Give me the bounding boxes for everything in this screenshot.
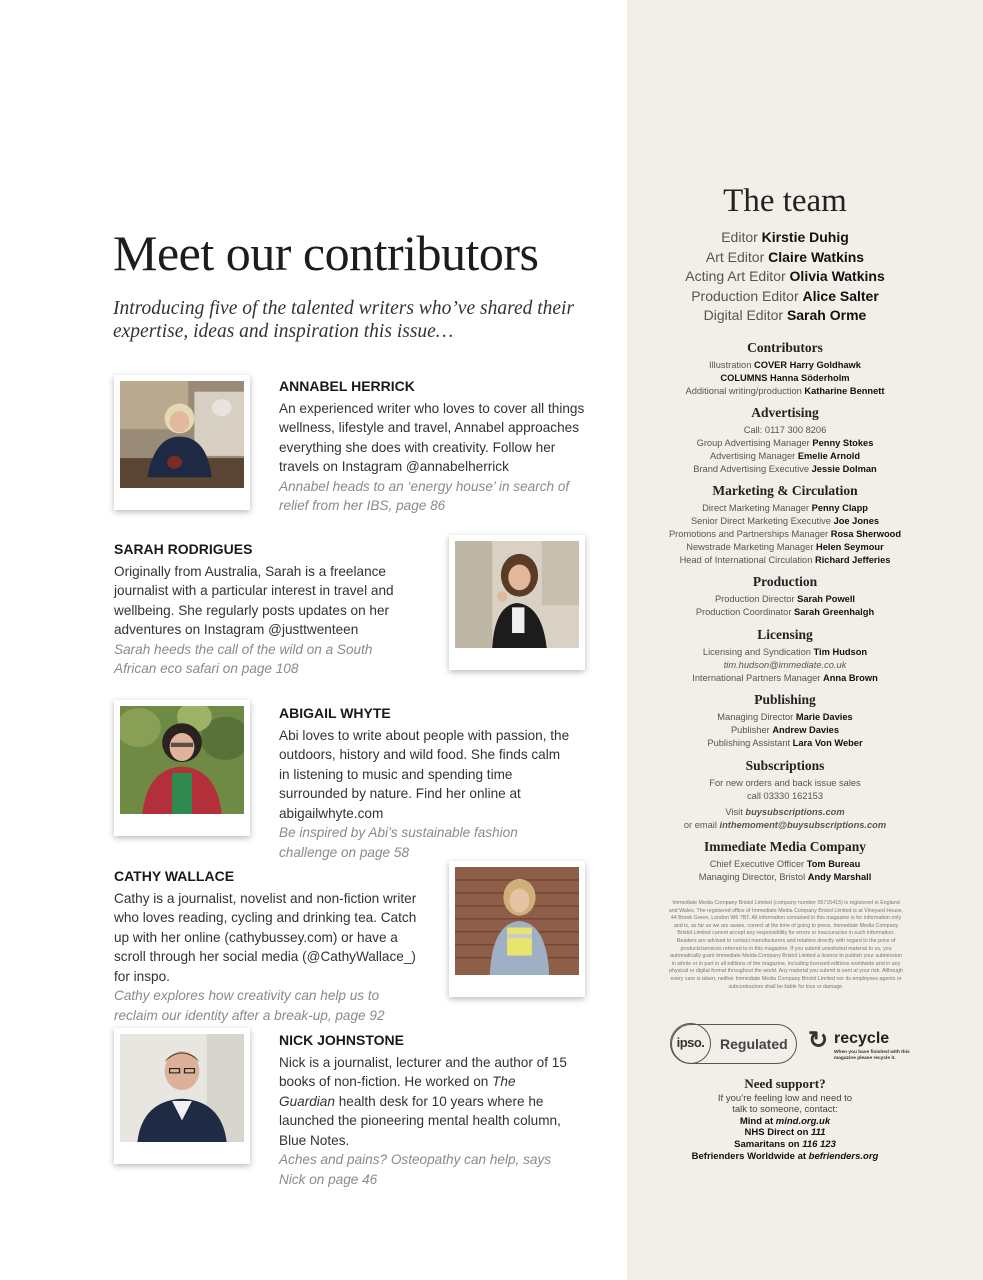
contributor-credit: Cathy explores how creativity can help us to reclaim our identity after a break-up, page 92 xyxy=(114,988,385,1023)
section-contributors: Contributors Illustration COVER Harry Goldhawk COLUMNS Hanna Söderholm Additional writing/production Katharine Bennett xyxy=(640,340,930,398)
section-heading: Subscriptions xyxy=(745,758,825,773)
section-heading: Production xyxy=(752,574,818,589)
contributor-credit: Annabel heads to an ‘energy house’ in search of relief from her IBS, page 86 xyxy=(279,478,570,513)
section-advertising: Advertising Call: 0117 300 8206 Group Advertising Manager Penny Stokes Advertising Manager Emelie Arnold Brand Advertising Executive Jessie Dolman xyxy=(640,405,930,476)
contributor-name: ANNABEL HERRICK xyxy=(279,378,415,394)
section-heading: Publishing xyxy=(754,692,816,707)
ipso-mark: ipso. xyxy=(670,1023,711,1064)
staff-line: Art Editor Claire Watkins xyxy=(705,248,865,265)
recycle-logo: ↻ recycle When you have finished with this magazine please recycle it. xyxy=(808,1027,910,1061)
legal-notice: Immediate Media Company Bristol Limited (company number 05715415) is registered in England and Wales. The registered office of Immediate Media Company Bristol Limited is at Vineyard House, 44 Brook Green, London W6 7BT. All information contained in this magazine is for information only and is, as far as we are aware, correct at the time of going to press. Immediate Media Company Bristol Limited cannot accept any responsibility for errors or inaccuracies in such information. Readers are advised to contact manufacturers and retailers directly with regard to the price of products/services referred to in this magazine. If you submit unsolicited material to us, you automatically grant Immediate Media Company Bristol Limited a licence to publish your submission in whole or in part in all editions of the magazine, including licensed editions worldwide and in any physical or digital format throughout the world. Any material you submit is sent at your risk. Although every care is taken, neither Immediate Media Company Bristol Limited nor its employees agents or subcontractors shall be liable for loss or damage. xyxy=(668,900,904,990)
recycle-icon: ↻ xyxy=(808,1027,829,1054)
ipso-regulated-logo xyxy=(671,1024,797,1064)
section-production: Production Production Director Sarah Powell Production Coordinator Sarah Greenhalgh xyxy=(640,574,930,619)
contributor-name: ABIGAIL WHYTE xyxy=(279,705,391,721)
contributor-credit: Sarah heeds the call of the wild on a South African eco safari on page 108 xyxy=(114,641,373,676)
contributor-name: CATHY WALLACE xyxy=(114,868,235,884)
support-heading: Need support? xyxy=(744,1076,826,1091)
page-title: Meet our contributors xyxy=(113,225,539,281)
contributor-bio: Cathy is a journalist, novelist and non-fiction writer who loves reading, cycling and drinking tea. Catch up with her online (cathybussey.com) or have a scroll through her social media (@CathyWallace_) for inspo. xyxy=(114,890,417,984)
section-heading: Contributors xyxy=(747,340,823,355)
section-marketing: Marketing & Circulation Direct Marketing Manager Penny Clapp Senior Direct Marketing Executive Joe Jones Promotions and Partnerships Manager Rosa Sherwood Newstrade Marketing Manager Helen Seymour Head of International Circulation Richard Jefferies xyxy=(640,483,930,567)
contributor-name: SARAH RODRIGUES xyxy=(114,541,253,557)
photo-sarah-rodrigues xyxy=(449,535,585,670)
photo-nick-johnstone xyxy=(114,1028,250,1164)
section-heading: Marketing & Circulation xyxy=(712,483,858,498)
contributor-sarah-rodrigues xyxy=(114,540,414,679)
staff-line: Editor Kirstie Duhig xyxy=(721,229,849,245)
contributor-bio: Nick is a journalist, lecturer and the author of 15 books of non-fiction. He worked on The Guardian health desk for 10 years where he launched the pioneering mental health column, Blue Notes. xyxy=(279,1054,567,1148)
section-publishing: Publishing Managing Director Marie Davies Publisher Andrew Davies Publishing Assistant Lara Von Weber xyxy=(640,692,930,750)
contributor-bio: Abi loves to write about people with passion, the outdoors, history and wild food. She finds calm in listening to music and spending time surrounded by nature. Find her online at abigailwhyte.com xyxy=(279,727,570,821)
contributor-cathy-wallace xyxy=(114,867,426,1025)
contributor-nick-johnstone xyxy=(279,1031,575,1189)
section-heading: Licensing xyxy=(757,627,813,642)
contributor-credit: Aches and pains? Osteopathy can help, says Nick on page 46 xyxy=(279,1152,552,1187)
contributor-bio: An experienced writer who loves to cover all things wellness, lifestyle and travel, Annabel approaches everything she does with creativity. Follow her travels on Instagram @annabelherrick xyxy=(279,400,585,474)
photo-abigail-whyte xyxy=(114,700,250,836)
section-heading: Immediate Media Company xyxy=(704,839,866,854)
section-immediate-media: Immediate Media Company Chief Executive Officer Tom Bureau Managing Director, Bristol Andy Marshall xyxy=(640,839,930,884)
staff-line: Production Editor Alice Salter xyxy=(691,287,879,304)
ipso-label: Regulated xyxy=(720,1036,788,1052)
contributor-credit: Be inspired by Abi’s sustainable fashion challenge on page 58 xyxy=(279,825,518,860)
staff-line: Digital Editor Sarah Orme xyxy=(703,307,867,323)
intro-text: Introducing five of the talented writers who’ve shared their expertise, ideas and inspiration this issue… xyxy=(113,298,575,342)
contributor-abigail-whyte xyxy=(279,704,571,862)
section-licensing: Licensing Licensing and Syndication Tim Hudson tim.hudson@immediate.co.uk International Partners Manager Anna Brown xyxy=(640,627,930,685)
contributor-annabel-herrick xyxy=(279,377,591,516)
editorial-staff xyxy=(640,228,930,326)
section-heading: Advertising xyxy=(751,405,819,420)
photo-cathy-wallace xyxy=(449,861,585,997)
contributor-bio: Originally from Australia, Sarah is a freelance journalist with a particular interest in travel and wellbeing. She regularly posts updates on her adventures on Instagram @justtwenteen xyxy=(114,563,394,637)
photo-annabel-herrick xyxy=(114,375,250,510)
team-title: The team xyxy=(723,183,847,219)
section-subscriptions: Subscriptions For new orders and back issue sales call 03330 162153 Visit buysubscriptions.com or email inthemoment@buysubscriptions.com xyxy=(640,758,930,832)
support-box: Need support? If you’re feeling low and need to talk to someone, contact: Mind at mind.org.uk NHS Direct on 111 Samaritans on 116 123 Befrienders Worldwide at befrienders.org xyxy=(640,1078,930,1162)
staff-line: Acting Art Editor Olivia Watkins xyxy=(685,268,885,284)
contributor-name: NICK JOHNSTONE xyxy=(279,1032,404,1048)
